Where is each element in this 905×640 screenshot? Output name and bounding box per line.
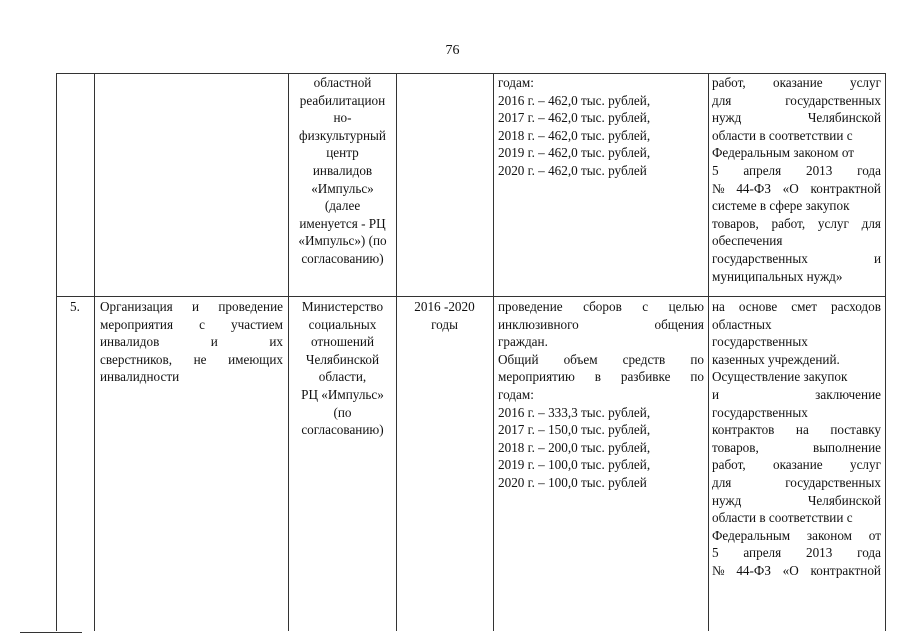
- executor-line: физкультурный: [299, 127, 386, 143]
- financing-line: Общий объем средств по: [498, 351, 704, 367]
- note-line: Федеральным законом от: [712, 527, 881, 543]
- financing-line: 2018 г. – 462,0 тыс. рублей,: [498, 127, 651, 143]
- note-line: государственных: [712, 404, 808, 420]
- table-border-right: [885, 73, 886, 631]
- col-divider-3: [396, 73, 397, 631]
- note-line: и заключение: [712, 386, 881, 402]
- note-line: области в соответствии с: [712, 510, 853, 526]
- financing-line: 2016 г. – 333,3 тыс. рублей,: [498, 404, 651, 420]
- note-line: государственных: [712, 334, 808, 350]
- note-line: на основе смет расходов: [712, 299, 881, 314]
- event-line: инвалидов и их: [100, 334, 283, 350]
- executor-line: «Импульс»: [311, 180, 374, 196]
- row-divider: [56, 296, 886, 297]
- col-divider-1: [94, 73, 95, 631]
- executor-line: согласованию): [301, 250, 384, 266]
- executor-line: «Импульс») (по: [298, 233, 387, 249]
- executor-line: (по: [333, 404, 352, 420]
- row-number-cell: [56, 298, 94, 316]
- period-line: годы: [431, 316, 458, 332]
- event-line: Организация и проведение: [100, 299, 283, 314]
- executor-line: согласованию): [301, 422, 384, 438]
- note-line: муниципальных нужд»: [712, 268, 843, 284]
- col-divider-4: [493, 73, 494, 631]
- executor-cell: [291, 74, 394, 268]
- financing-line: граждан.: [498, 334, 548, 350]
- note-line: для государственных: [712, 92, 881, 108]
- period-cell: [397, 298, 492, 333]
- note-line: товаров, работ, услуг для: [712, 215, 881, 231]
- footnote-separator: [20, 632, 82, 633]
- financing-line: инклюзивного общения: [498, 316, 704, 332]
- note-line: № 44-ФЗ «О контрактной: [712, 562, 881, 578]
- note-cell: [712, 298, 881, 580]
- executor-line: социальных: [308, 316, 377, 332]
- note-line: казенных учреждений.: [712, 351, 840, 367]
- financing-line: 2020 г. – 462,0 тыс. рублей: [498, 162, 647, 178]
- note-line: государственных и: [712, 250, 881, 266]
- executor-line: но-: [333, 110, 352, 126]
- col-divider-5: [708, 73, 709, 631]
- note-line: № 44-ФЗ «О контрактной: [712, 180, 881, 196]
- financing-line: 2019 г. – 100,0 тыс. рублей,: [498, 457, 651, 473]
- note-line: контрактов на поставку: [712, 422, 881, 438]
- event-cell: [100, 298, 283, 386]
- note-line: работ, оказание услуг: [712, 75, 881, 90]
- financing-line: 2019 г. – 462,0 тыс. рублей,: [498, 145, 651, 161]
- financing-line: 2020 г. – 100,0 тыс. рублей: [498, 474, 647, 490]
- table-border-left: [56, 73, 57, 631]
- financing-line: 2017 г. – 462,0 тыс. рублей,: [498, 110, 651, 126]
- executor-line: РЦ «Импульс»: [301, 386, 384, 402]
- note-line: обеспечения: [712, 233, 783, 249]
- executor-cell: [291, 298, 394, 439]
- executor-line: инвалидов: [312, 162, 373, 178]
- note-line: товаров, выполнение: [712, 439, 881, 455]
- financing-cell: [498, 74, 704, 180]
- executor-line: области,: [318, 369, 367, 385]
- note-cell: [712, 74, 881, 285]
- executor-line: областной: [313, 75, 372, 90]
- col-divider-2: [288, 73, 289, 631]
- note-line: Федеральным законом от: [712, 145, 854, 161]
- note-line: нужд Челябинской: [712, 492, 881, 508]
- note-line: для государственных: [712, 474, 881, 490]
- executor-line: именуется - РЦ: [299, 215, 386, 231]
- note-line: системе в сфере закупок: [712, 198, 850, 214]
- note-line: областных: [712, 316, 772, 332]
- financing-cell: [498, 298, 704, 492]
- note-line: области в соответствии с: [712, 127, 853, 143]
- event-line: сверстников, не имеющих: [100, 351, 283, 367]
- executor-line: центр: [326, 145, 359, 161]
- event-line: мероприятия с участием: [100, 316, 283, 332]
- executor-line: Челябинской: [305, 351, 380, 367]
- executor-line: реабилитацион: [299, 92, 386, 108]
- financing-line: 2018 г. – 200,0 тыс. рублей,: [498, 439, 651, 455]
- note-line: 5 апреля 2013 года: [712, 162, 881, 178]
- financing-line: 2016 г. – 462,0 тыс. рублей,: [498, 92, 651, 108]
- page-number: 76: [445, 43, 460, 58]
- note-line: работ, оказание услуг: [712, 457, 881, 473]
- financing-line: годам:: [498, 386, 534, 402]
- row-number: 5.: [70, 299, 80, 314]
- financing-line: мероприятию в разбивке по: [498, 369, 704, 385]
- financing-line: годам:: [498, 75, 534, 90]
- financing-line: 2017 г. – 150,0 тыс. рублей,: [498, 422, 651, 438]
- executor-line: (далее: [324, 198, 361, 214]
- executor-line: Министерство: [301, 299, 384, 314]
- note-line: нужд Челябинской: [712, 110, 881, 126]
- event-line: инвалидности: [100, 369, 180, 385]
- note-line: Осуществление закупок: [712, 369, 848, 385]
- financing-line: проведение сборов с целью: [498, 299, 704, 314]
- executor-line: отношений: [310, 334, 374, 350]
- note-line: 5 апреля 2013 года: [712, 545, 881, 561]
- period-line: 2016 -2020: [414, 299, 475, 314]
